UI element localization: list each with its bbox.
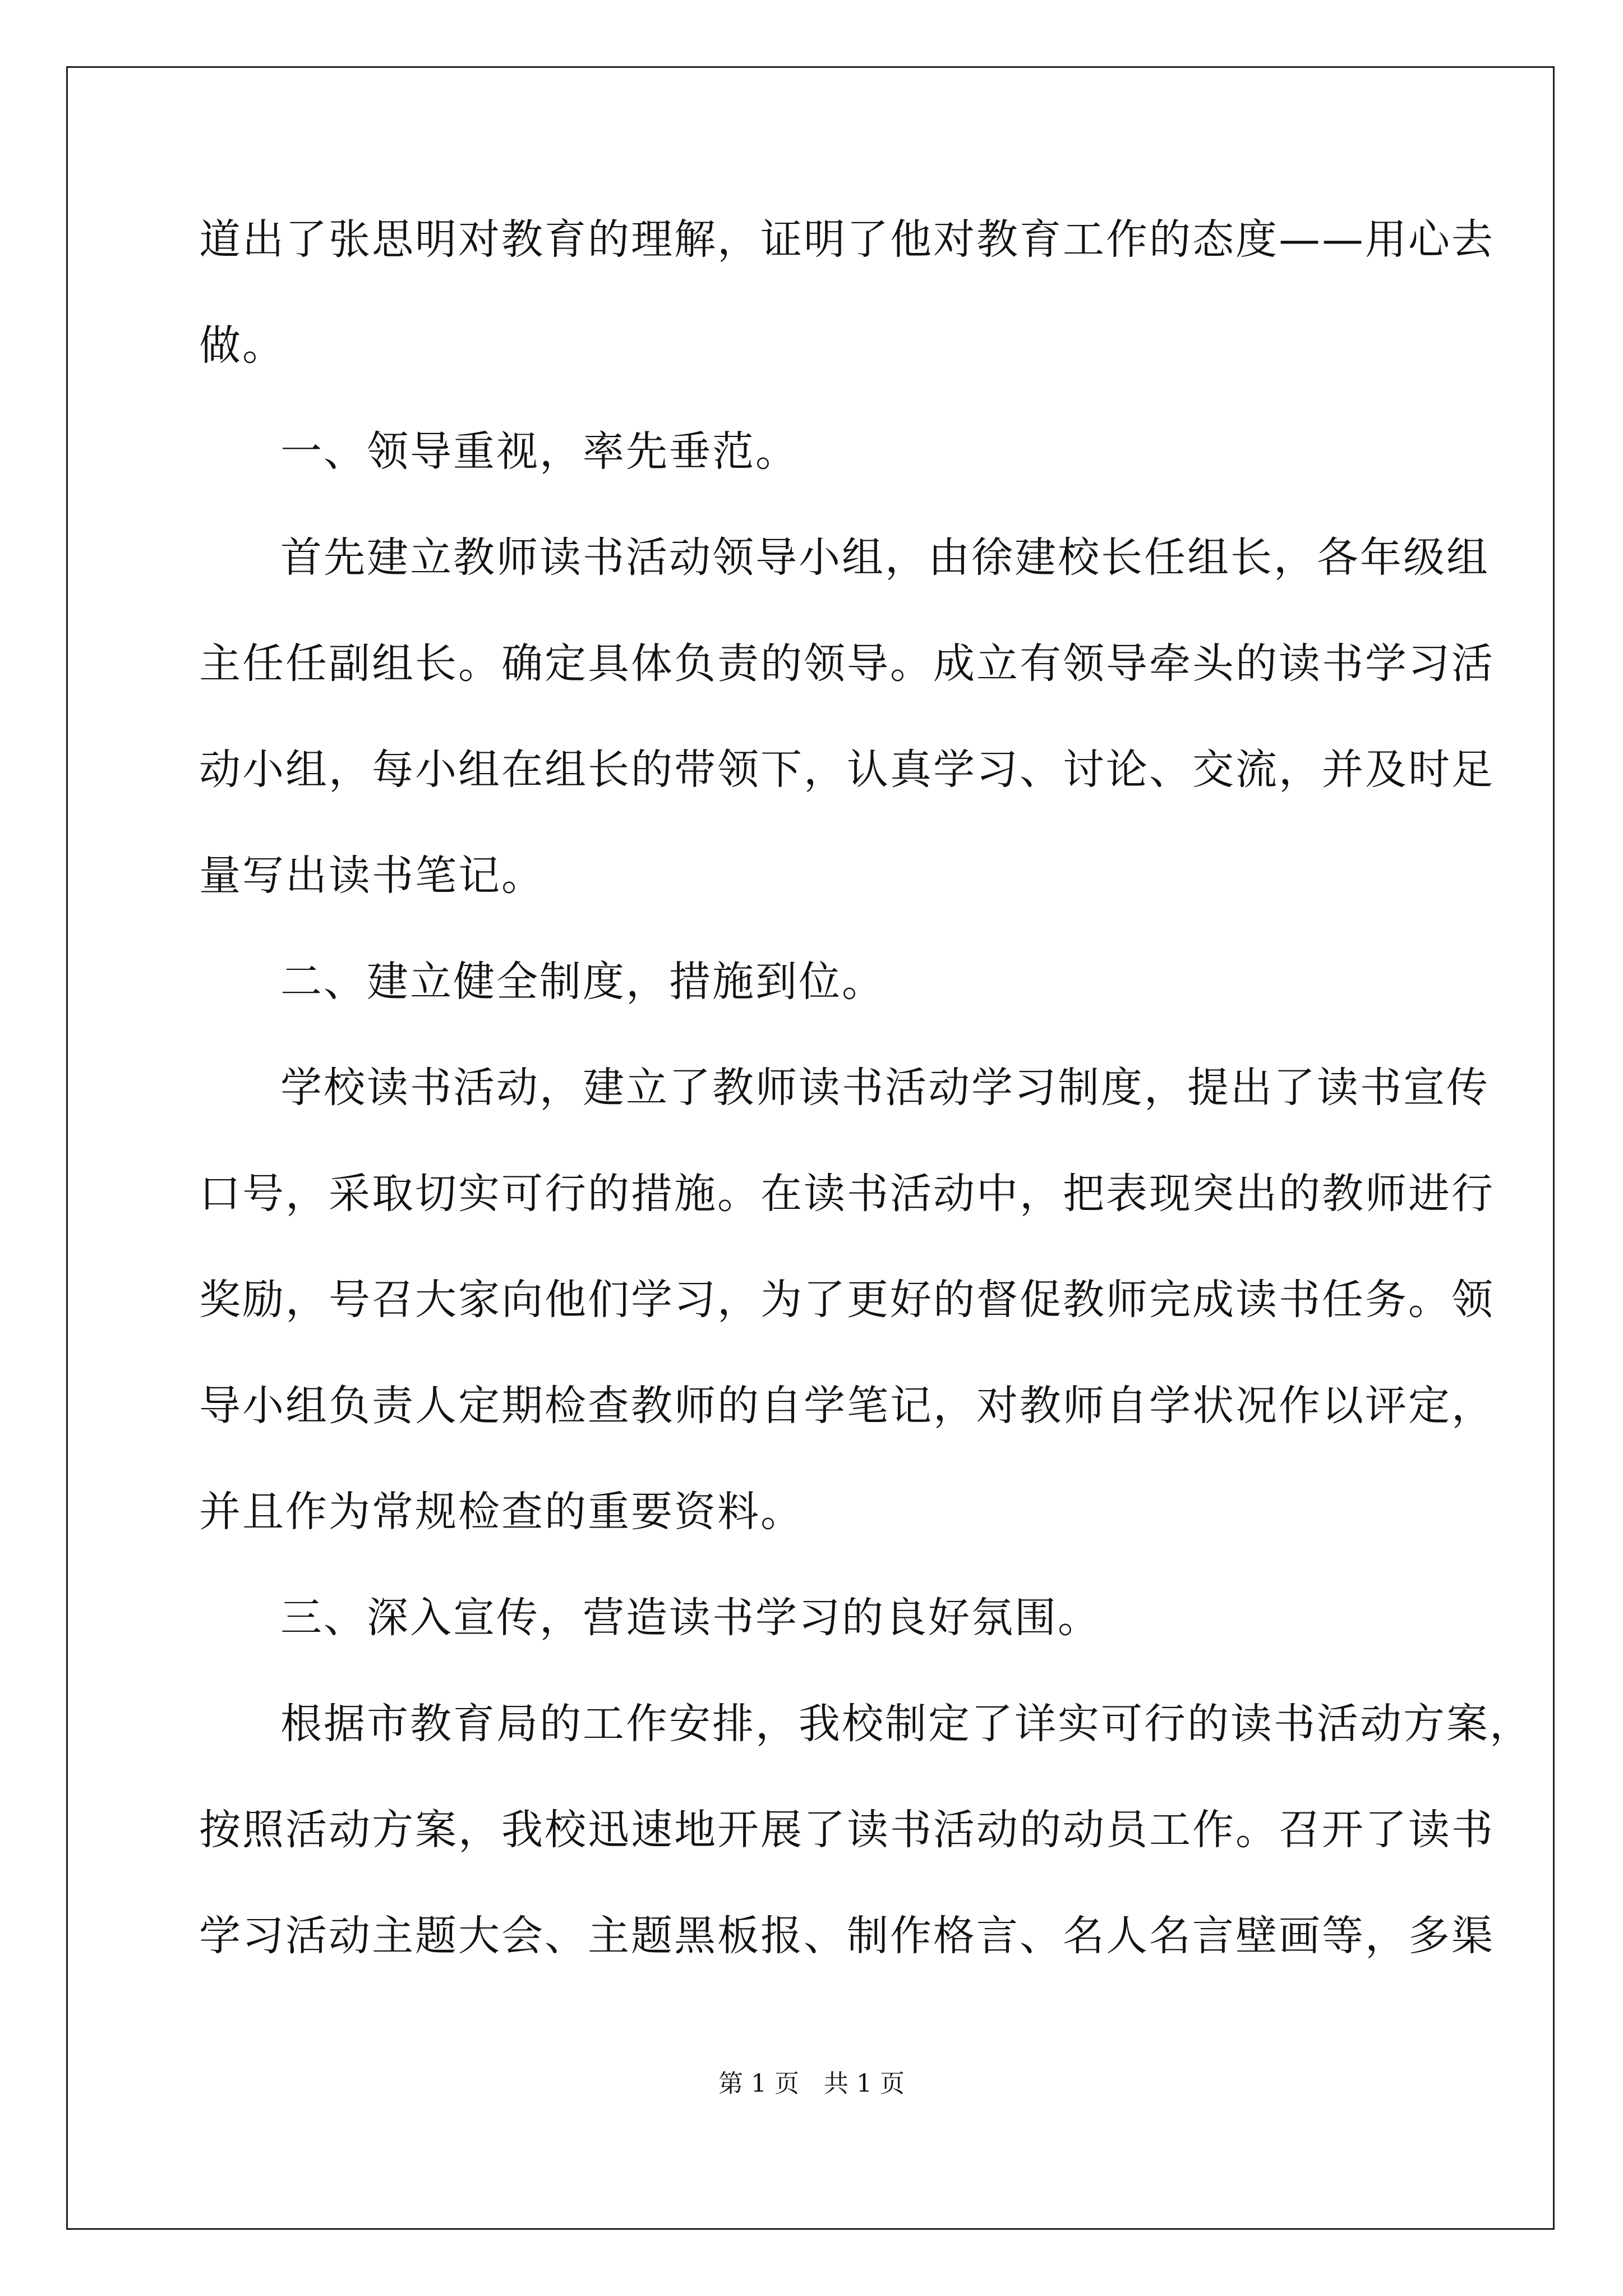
text-line: 按照活动方案，我校迅速地开展了读书活动的动员工作。召开了读书 [199,1806,1495,1854]
text-line: 根据市教育局的工作安排，我校制定了详实可行的读书活动方案， [280,1700,1533,1748]
text-line: 奖励，号召大家向他们学习，为了更好的督促教师完成读书任务。领 [199,1276,1495,1324]
text-line: 量写出读书笔记。 [199,852,545,900]
section-heading: 二、建立健全制度，措施到位。 [280,958,885,1006]
page-footer: 第 1 页 共 1 页 [718,2069,905,2098]
text-line: 主任任副组长。确定具体负责的领导。成立有领导牵头的读书学习活 [199,639,1495,688]
text-line: 学习活动主题大会、主题黑板报、制作格言、名人名言壁画等，多渠 [199,1912,1495,1960]
text-line: 学校读书活动，建立了教师读书活动学习制度，提出了读书宣传 [280,1064,1490,1112]
text-line: 首先建立教师读书活动领导小组，由徐建校长任组长，各年级组 [280,533,1490,582]
document-body [199,213,1533,2016]
text-line: 做。 [199,321,285,370]
text-line: 道出了张思明对教育的理解，证明了他对教育工作的态度——用心去 [199,215,1495,264]
text-line: 导小组负责人定期检查教师的自学笔记，对教师自学状况作以评定， [199,1382,1495,1430]
section-heading: 三、深入宣传，营造读书学习的良好氛围。 [280,1594,1101,1642]
text-line: 动小组，每小组在组长的带领下，认真学习、讨论、交流，并及时足 [199,746,1495,794]
text-line: 口号，采取切实可行的措施。在读书活动中，把表现突出的教师进行 [199,1170,1495,1218]
section-heading: 一、领导重视，率先垂范。 [280,427,799,476]
text-line: 并且作为常规检查的重要资料。 [199,1488,804,1536]
